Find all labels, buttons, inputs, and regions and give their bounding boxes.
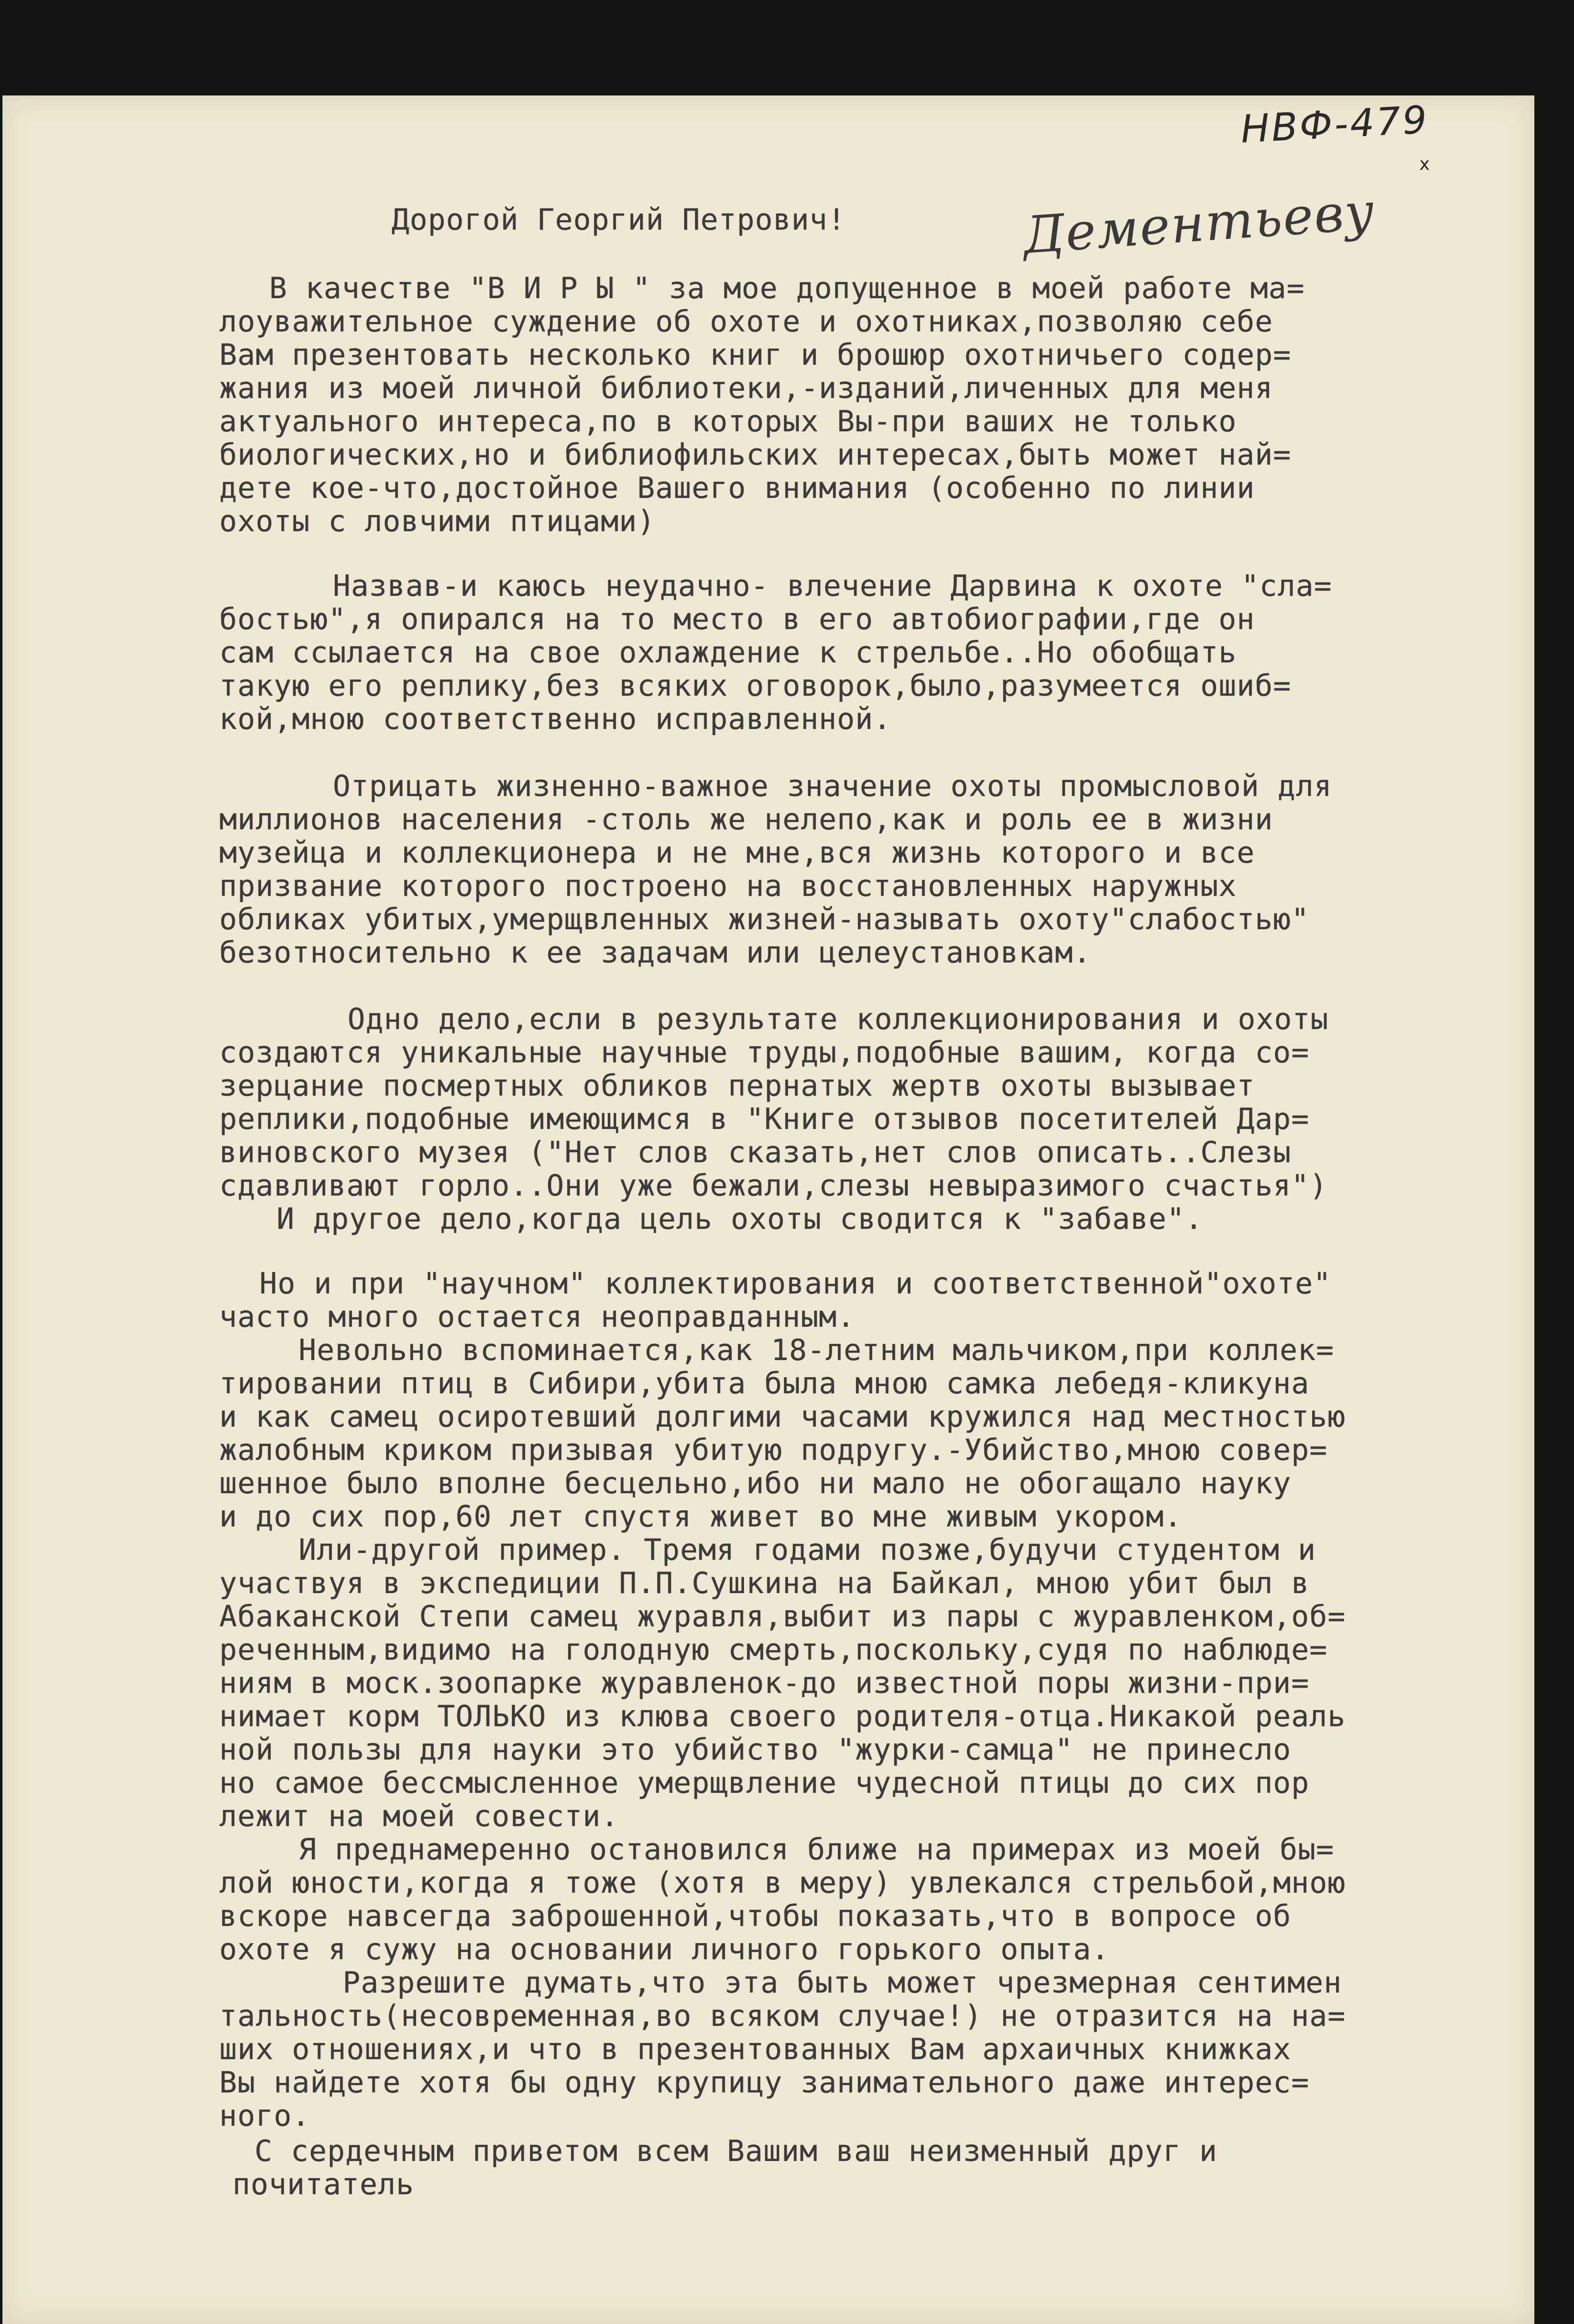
text-line: и как самец осиротевший долгими часами кружился над местностью [219,1400,1346,1434]
text-line: охоты с ловчими птицами) [219,504,655,539]
text-line: Невольно вспоминается,как 18-летним мальчиком,при коллек= [299,1333,1335,1367]
text-line: участвуя в экспедиции П.П.Сушкина на Байкал, мною убит был в [219,1566,1310,1600]
text-line: такую его реплику,без всяких оговорок,было,разумеется ошиб= [219,669,1292,703]
text-line: нимает корм ТОЛЬКО из клюва своего родителя-отца.Никакой реаль [219,1699,1346,1734]
text-line: Я преднамеренно остановился ближе на примерах из моей бы= [299,1832,1335,1867]
text-line: В качестве "В И Р Ы " за мое допущенное в моей работе ма= [269,271,1305,305]
text-line: лоуважительное суждение об охоте и охотниках,позволяю себе [219,305,1273,339]
text-line: Но и при "научном" коллектирования и соответственной"охоте" [259,1267,1332,1301]
text-line: сдавливают горло..Они уже бежали,слезы невыразимого счастья") [219,1169,1328,1203]
text-line: И другое дело,когда цель охоты сводится к "забаве". [277,1202,1204,1236]
text-line: и до сих пор,60 лет спустя живет во мне живым укором. [219,1500,1182,1534]
text-line: лой юности,когда я тоже (хотя в меру) увлекался стрельбой,мною [219,1866,1346,1900]
closing-line: С сердечным приветом всем Вашим ваш неизменный друг и [255,2134,1218,2168]
text-line: обликах убитых,умерщвленных жизней-называть охоту"слабостью" [219,902,1310,937]
text-line: жания из моей личной библиотеки,-изданий,личенных для меня [219,371,1273,405]
text-line: кой,мною соответственно исправленной. [219,702,892,736]
closing-line: почитатель [232,2167,415,2202]
text-line: Или-другой пример. Тремя годами позже,будучи студентом и [299,1533,1316,1567]
text-line: реплики,подобные имеющимся в "Книге отзывов посетителей Дар= [219,1102,1310,1136]
text-line: бостью",я опирался на то место в его автобиографии,где он [219,602,1255,636]
text-line: Отрицать жизненно-важное значение охоты промысловой для [333,769,1332,803]
text-line: виновского музея ("Нет слов сказать,нет слов описать..Слезы [219,1135,1292,1170]
text-line: призвание которого построено на восстановленных наружных [219,869,1237,903]
text-line: ниям в моск.зоопарке журавленок-до известной поры жизни-при= [219,1666,1310,1700]
text-line: часто много остается неоправданным. [219,1300,856,1334]
text-line: охоте я сужу на основании личного горького опыта. [219,1932,1110,1967]
text-line: шенное было вполне бесцельно,ибо ни мало не обогащало науку [219,1466,1292,1501]
text-line: музейца и коллекционера и не мне,вся жизнь которого и все [219,836,1255,870]
text-line: Вы найдете хотя бы одну крупицу занимательного даже интерес= [219,2066,1310,2100]
text-line: Назвав-и каюсь неудачно- влечение Дарвина к охоте "сла= [333,569,1332,603]
text-line: вскоре навсегда заброшенной,чтобы показать,что в вопросе об [219,1899,1292,1933]
text-line: безотносительно к ее задачам или целеустановкам. [219,936,1091,970]
text-line: создаются уникальные научные труды,подобные вашим, когда со= [219,1035,1310,1070]
text-line: биологических,но и библиофильских интересах,быть может най= [219,438,1292,472]
archive-code-mark: x [1419,154,1430,174]
text-line: но самое бессмысленное умерщвление чудесной птицы до сих пор [219,1766,1310,1800]
text-line: зерцание посмертных обликов пернатых жертв охоты вызывает [219,1069,1255,1103]
handwritten-recipient-name: Дементьеву [1021,181,1377,265]
text-line: лежит на моей совести. [219,1799,619,1833]
archive-code: НВФ-479 [1239,98,1430,152]
text-line: тировании птиц в Сибири,убита была мною самка лебедя-кликуна [219,1366,1310,1401]
text-line: ного. [219,2099,310,2133]
text-line: тальность(несовременная,во всяком случае!) не отразится на на= [219,1999,1346,2033]
text-line: сам ссылается на свое охлаждение к стрельбе..Но обобщать [219,635,1237,670]
text-line: Одно дело,если в результате коллекционирования и охоты [347,1002,1329,1036]
text-line: Абаканской Степи самец журавля,выбит из пары с журавленком,об= [219,1599,1346,1634]
salutation: Дорогой Георгий Петрович! [392,203,846,237]
text-line: миллионов населения -столь же нелепо,как и роль ее в жизни [219,802,1273,837]
text-line: актуального интереса,по в которых Вы-при ваших не только [219,404,1237,439]
text-line: ших отношениях,и что в презентованных Вам архаичных книжках [219,2032,1292,2066]
text-line: Разрешите думать,что эта быть может чрезмерная сентимен [343,1966,1342,2000]
text-line: жалобным криком призывая убитую подругу.-Убийство,мною совер= [219,1433,1328,1467]
text-line: дете кое-что,достойное Вашего внимания (особенно по линии [219,471,1255,505]
text-line: Вам презентовать несколько книг и брошюр охотничьего содер= [219,338,1292,372]
text-line: ной пользы для науки это убийство "журки-самца" не принесло [219,1733,1292,1767]
text-line: реченным,видимо на голодную смерть,поскольку,судя по наблюде= [219,1633,1328,1667]
